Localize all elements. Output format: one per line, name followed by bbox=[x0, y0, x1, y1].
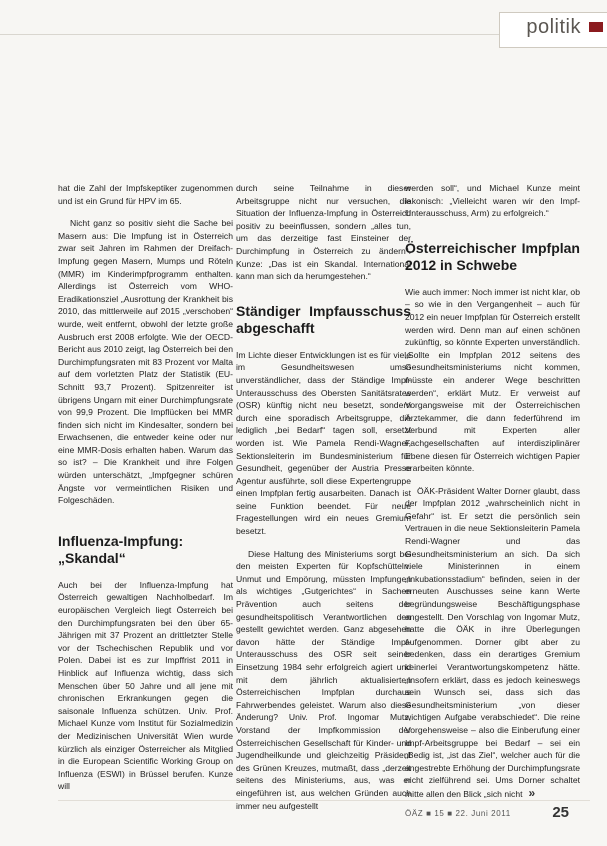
paragraph: Diese Haltung des Ministeriums sorgt bei den meisten Experten für Kopfschütteln. Unmut und Empörung, müssten Impfungen als wichtiges „Gutgerichtes“ in Sachen Prävention auch seitens der gesundheitspolitisch Verantwortlichen den gestellt gewichtet werden. Ganz abgesehen davon hätte der Ständige Impf-Unterausschuss des OSR seit seiner Einsetzung 1984 sehr erfolgreich agiert und mit dem jährlich aktualisierten Österreichischen Impfplan durchaus Fahrwerbendes geleistet. Warum also diese Änderung? Univ. Prof. Ingomar Mutz, Vorstand der Impfkommission der Österreichischen Gesellschaft für Kinder- und Jugendheilkunde und gleichzeitig Präsident des Grünen Kreuzes, mutmaßt, dass „derzeit seitens des Ministeriums, aus, was er eingeführen ist, aus welchen Gründen auch immer neu aufgestellt bbox=[236, 548, 411, 811]
subheadline: Influenza-Impfung: „Skandal“ bbox=[58, 532, 184, 566]
page-number: 25 bbox=[552, 804, 569, 821]
paragraph: Auch bei der Influenza-Impfung hat Österreich gewaltigen Nachholbedarf. Im europäischen Vergleich liegt Österreich bei den Durchimpfungsraten bei den über 65-Jährigen mit 37 Prozent an drittletzter Stelle vor der Tschechischen Republik und vor Polen. Dabei ist es zur Impffrist 2011 in Hinblick auf Influenza wichtig, dass sich Menschen über 50 Jahre und all jene mit chronischen Erkrankungen gegen die saisonale Influenza schützen. Univ. Prof. Michael Kunze vom Institut für Sozialmedizin der Medizinischen Universität Wien wurde kürzlich als einziger Österreicher als Mitglied in die European Scientific Working Group on Influenza (ESWI) in Brüssel berufen. Kunze will bbox=[58, 579, 233, 792]
subheadline: Österreichischer Impfplan 2012 in Schwebe bbox=[405, 239, 580, 273]
paragraph: hat die Zahl der Impfskeptiker zugenommen und ist ein Grund für HPV im 65. bbox=[58, 183, 233, 206]
footer-reference: ÖÄZ ■ 15 ■ 22. Juni 2011 bbox=[405, 809, 511, 818]
continue-arrow-icon: » bbox=[528, 785, 536, 800]
column-1 bbox=[58, 182, 233, 793]
column-3 bbox=[405, 182, 580, 801]
paragraph-text: ÖÄK-Präsident Walter Dorner glaubt, dass der Impfplan 2012 „wahrscheinlich nicht in Gefahr“ ist. Er setzt die persönlich sein Vertrauen in die neue Sektionsleiterin Pamela Rendi-Wagner und das Gesundheitsministerium an sich. Da sich viele Ministerinnen in einem „Inkubationsstadium“ befinden, seien in der erneuten Auschusses seine kann Werte begründungsweise Beschäftigungsphase angestellt. Den Vorschlag von Ingomar Mutz, hatte die ÖÄK in ihre Überlegungen aufgenommen. Dorner gibt aber zu bedenken, dass ein derartiges Gremium keinerlei Verantwortungskompetenz hätte. „Insofern erklärt, dass es jedoch keineswegs sein Wunsch sei, dass sich das Gesundheitsministerium „von dieser wichtigen Aufgabe verabschiedet“. Die reine Vorgehensweise – also die Einberufung einer Impf-Arbeitsgruppe bei Bedarf – sei ein „Bedig ist, „ist das Ziel“, welcher auch für die angestrebte Erhöhung der Durchimpfungsrate nicht zielführend sei. Ums Dorner schaltet mitte allen den Blick „sich nicht bbox=[405, 485, 580, 799]
footer-rule bbox=[58, 800, 590, 801]
column-2 bbox=[236, 182, 411, 812]
paragraph: Nicht ganz so positiv sieht die Sache bei Masern aus: Die Impfung ist in Österreich zwar seit Jahren im Rahmen der Dreifach-Impfung gegen Masern, Mumps und Röteln (MMR) im Kinderimpfprogramm enthalten. Allerdings ist Österreich vom WHO-Eradikationsziel „Ausrottung der Krankheit bis 2010, das mittlerweile auf 2015 „verschoben“ wurde, weit entfernt, obwohl der letzte große Ausbruch erst 2008 erfolgte. Wie der OECD-Bericht aus 2010 zeigt, lag Österreich bei den Durchimpfungsraten mit 83 Prozent vor Malta auf dem vorletzten Platz der Statistik (EU-Schnitt 93,7 Prozent). Spitzenreiter ist übrigens Ungarn mit einer Durchimpfungsrate von 99,9 Prozent. Die Impflücken bei MMR finden sich nicht im Kindesalter, sondern bei Erwachsenen, die entweder keine oder nur eine MMR-Dosis erhalten haben. Warum das so ist? – Die Krankheit und ihre Folgen würden unterschätzt, „Impfgegner schüren Ängste vor vermeintlichen Risiken und Folgeschäden. bbox=[58, 218, 233, 506]
section-label: politik bbox=[526, 16, 581, 38]
paragraph: durch seine Teilnahme in dieser Arbeitsgruppe nicht nur versuchen, die Situation der Influenza-Impfung in Österreich positiv zu beeinflussen, sondern „alles tun, um das derzeitige fast Einsteiner der Durchimpfung in Österreich zu ändern“. Kunze: „Das ist ein Skandal. International kann man sich da herumgestehen.“ bbox=[236, 183, 411, 282]
paragraph bbox=[405, 485, 580, 801]
paragraph: Wie auch immer: Noch immer ist nicht klar, ob – so wie in den Vergangenheit – auch für 2012 ein neuer Impfplan für Österreich erstellt werden wird. Denn man auf einen schönen zukünftig, so könnte Experten unverständlich. „Sollte ein Impfplan 2012 seitens des Gesundheitsministeriums nicht kommen, müsste ein anderer Wege beschritten werden“, erklärt Mutz. Er verweist auf Vorgangsweise mit der Österreichischen Ärztekammer, die dann federführend im Verbund mit Experten aller Fachgesellschaften auf interdisziplinärer Ebene diesen für Österreich wichtigen Papier erarbeiten könnte. bbox=[405, 286, 580, 474]
section-marker bbox=[589, 22, 603, 32]
paragraph: werden soll“, und Michael Kunze meint lakonisch: „Vielleicht waren wir den Impf-Unterausschuss, Arm) zu erfolgreich.“ bbox=[405, 183, 580, 219]
paragraph: Im Lichte dieser Entwicklungen ist es für viele im Gesundheitswesen umso unverständlicher, dass der Ständige Impf-Unterausschuss des Obersten Sanitätsrates (OSR) künftig nicht neu besetzt, sondern durch eine sporadisch Arbeitsgruppe, die lediglich „bei Bedarf“ tagen soll, ersetzt worden ist. Wie Pamela Rendi-Wagner, Sektionsleiterin im Bundesministerium für Gesundheit, gegenüber der Austria Presse Agentur ausführte, soll diese Expertengruppe einen Impfplan fertig ausarbeiten. Danach ist seine Funktion beendet. Für neue Fragestellungen wird ein neues Gremium besetzt. bbox=[236, 349, 411, 537]
subheadline: Ständiger Impfausschuss abgeschafft bbox=[236, 302, 411, 336]
